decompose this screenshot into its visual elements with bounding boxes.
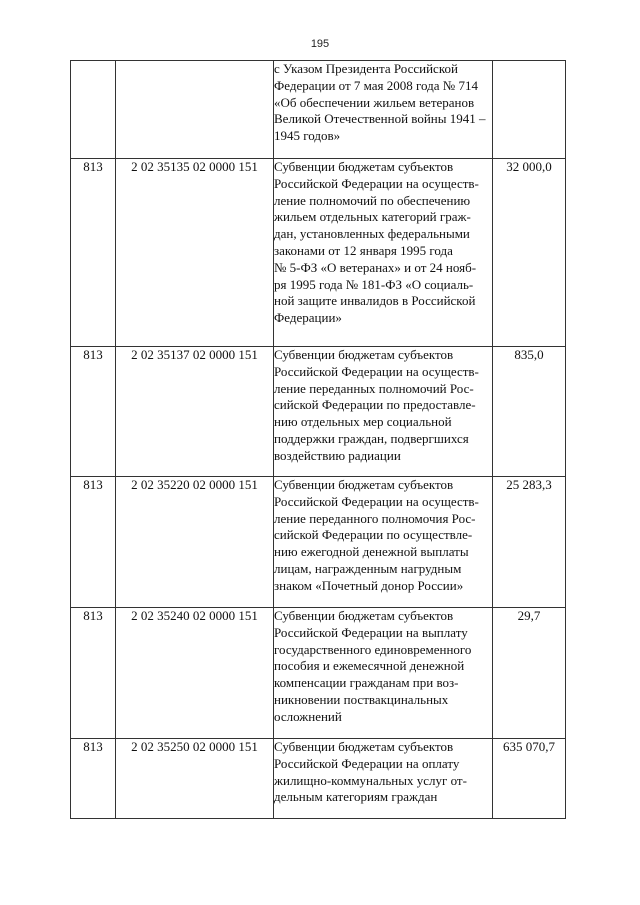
description-cell: [274, 347, 493, 477]
description-line: никновении поствакцинальных: [274, 691, 449, 707]
budget-code-cell: 2 02 35220 02 0000 151: [116, 477, 274, 608]
table-row: [71, 739, 566, 819]
description-line: ря 1995 года № 181-ФЗ «О социаль-: [274, 276, 474, 292]
table-row: [71, 159, 566, 347]
description-line: Российской Федерации на осуществ-: [274, 175, 479, 191]
table-row: [71, 608, 566, 739]
description-line: дельным категориям граждан: [274, 789, 438, 805]
description-line: сийской Федерации по предоставле-: [274, 397, 476, 413]
amount-cell: 29,7: [493, 608, 566, 739]
table-row: [71, 347, 566, 477]
description-line: нию ежегодной денежной выплаты: [274, 544, 469, 560]
budget-code-cell: 2 02 35135 02 0000 151: [116, 159, 274, 347]
description-line: Федерации от 7 мая 2008 года № 714: [274, 77, 478, 93]
description-line: ление полномочий по обеспечению: [274, 192, 471, 208]
description-line: Великой Отечественной войны 1941 –: [274, 111, 486, 127]
page-number: 195: [310, 38, 330, 50]
budget-code-cell: 2 02 35240 02 0000 151: [116, 608, 274, 739]
description-line: ной защите инвалидов в Российской: [274, 293, 476, 309]
description-line: Субвенции бюджетам субъектов: [274, 739, 454, 754]
description-line: с Указом Президента Российской: [274, 61, 458, 76]
description-line: знаком «Почетный донор России»: [274, 577, 464, 593]
table-row: [71, 61, 566, 159]
budget-table-body: [71, 61, 566, 819]
budget-code-cell: [116, 61, 274, 159]
budget-code-cell: 2 02 35250 02 0000 151: [116, 739, 274, 819]
description-line: пособия и ежемесячной денежной: [274, 658, 465, 674]
description-line: Российской Федерации на осуществ-: [274, 363, 479, 379]
description-line: воздействию радиации: [274, 447, 401, 463]
description-cell: [274, 159, 493, 347]
budget-table: [70, 60, 566, 819]
description-line: лицам, награжденным нагрудным: [274, 560, 462, 576]
description-cell: [274, 477, 493, 608]
admin-code-cell: [71, 61, 116, 159]
description-line: сийской Федерации по осуществле-: [274, 527, 473, 543]
admin-code-cell: 813: [71, 347, 116, 477]
description-line: ление переданного полномочия Рос-: [274, 510, 476, 526]
description-line: ление переданных полномочий Рос-: [274, 380, 474, 396]
table-row: [71, 477, 566, 608]
description-line: жильем отдельных категорий граж-: [274, 209, 471, 225]
description-line: Субвенции бюджетам субъектов: [274, 347, 454, 362]
admin-code-cell: 813: [71, 739, 116, 819]
description-line: Субвенции бюджетам субъектов: [274, 477, 454, 492]
description-cell: [274, 739, 493, 819]
budget-code-cell: 2 02 35137 02 0000 151: [116, 347, 274, 477]
description-line: дан, установленных федеральными: [274, 226, 470, 242]
description-cell: [274, 608, 493, 739]
description-line: Российской Федерации на выплату: [274, 624, 468, 640]
description-cell: [274, 61, 493, 159]
amount-cell: 635 070,7: [493, 739, 566, 819]
description-line: 1945 годов»: [274, 128, 341, 144]
description-line: компенсации гражданам при воз-: [274, 675, 459, 691]
description-line: Субвенции бюджетам субъектов: [274, 608, 454, 623]
admin-code-cell: 813: [71, 608, 116, 739]
amount-cell: 32 000,0: [493, 159, 566, 347]
description-line: законами от 12 января 1995 года: [274, 242, 453, 258]
description-line: «Об обеспечении жильем ветеранов: [274, 94, 475, 110]
description-line: государственного единовременного: [274, 641, 472, 657]
description-line: жилищно-коммунальных услуг от-: [274, 772, 467, 788]
amount-cell: 835,0: [493, 347, 566, 477]
description-line: нию отдельных мер социальной: [274, 414, 452, 430]
admin-code-cell: 813: [71, 477, 116, 608]
description-line: Субвенции бюджетам субъектов: [274, 159, 454, 174]
admin-code-cell: 813: [71, 159, 116, 347]
description-line: осложнений: [274, 708, 342, 724]
description-line: Федерации»: [274, 310, 342, 326]
description-line: поддержки граждан, подвергшихся: [274, 430, 469, 446]
description-line: Российской Федерации на оплату: [274, 755, 460, 771]
amount-cell: 25 283,3: [493, 477, 566, 608]
description-line: № 5-ФЗ «О ветеранах» и от 24 нояб-: [274, 259, 477, 275]
description-line: Российской Федерации на осуществ-: [274, 493, 479, 509]
amount-cell: [493, 61, 566, 159]
